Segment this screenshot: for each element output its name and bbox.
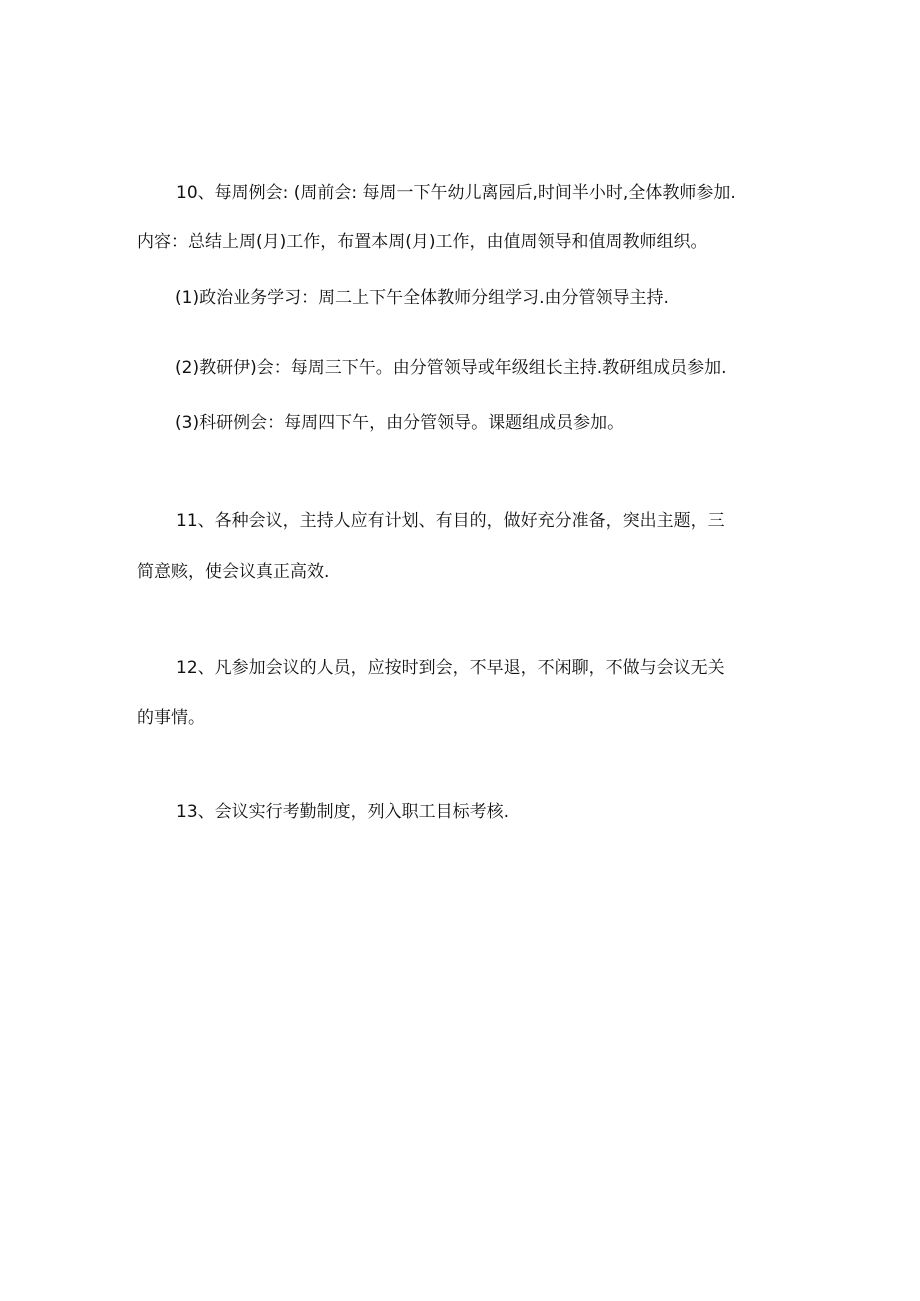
item10-sub2: (2)教研伊)会：每周三下午。由分管领导或年级组长主持.教研组成员参加.	[175, 358, 727, 378]
item12-line1: 12、凡参加会议的人员，应按时到会，不早退，不闲聊，不做与会议无关	[176, 658, 725, 678]
item11-line1: 11、各种会议，主持人应有计划、有目的，做好充分准备，突出主题，三	[176, 511, 725, 531]
item10-sub3: (3)科研例会：每周四下午，由分管领导。课题组成员参加。	[175, 413, 625, 433]
item10-line2: 内容：总结上周(月)工作，布置本周(月)工作，由值周领导和值周教师组织。	[137, 232, 708, 252]
item13-line1: 13、会议实行考勤制度，列入职工目标考核.	[176, 802, 510, 822]
item10-sub1: (1)政治业务学习：周二上下午全体教师分组学习.由分管领导主持.	[175, 288, 669, 308]
item12-line2: 的事情。	[137, 708, 205, 728]
item11-line2: 简意赅，使会议真正高效.	[137, 562, 330, 582]
item10-line1: 10、每周例会: (周前会: 每周一下午幼儿离园后,时间半小时,全体教师参加.	[176, 183, 736, 203]
